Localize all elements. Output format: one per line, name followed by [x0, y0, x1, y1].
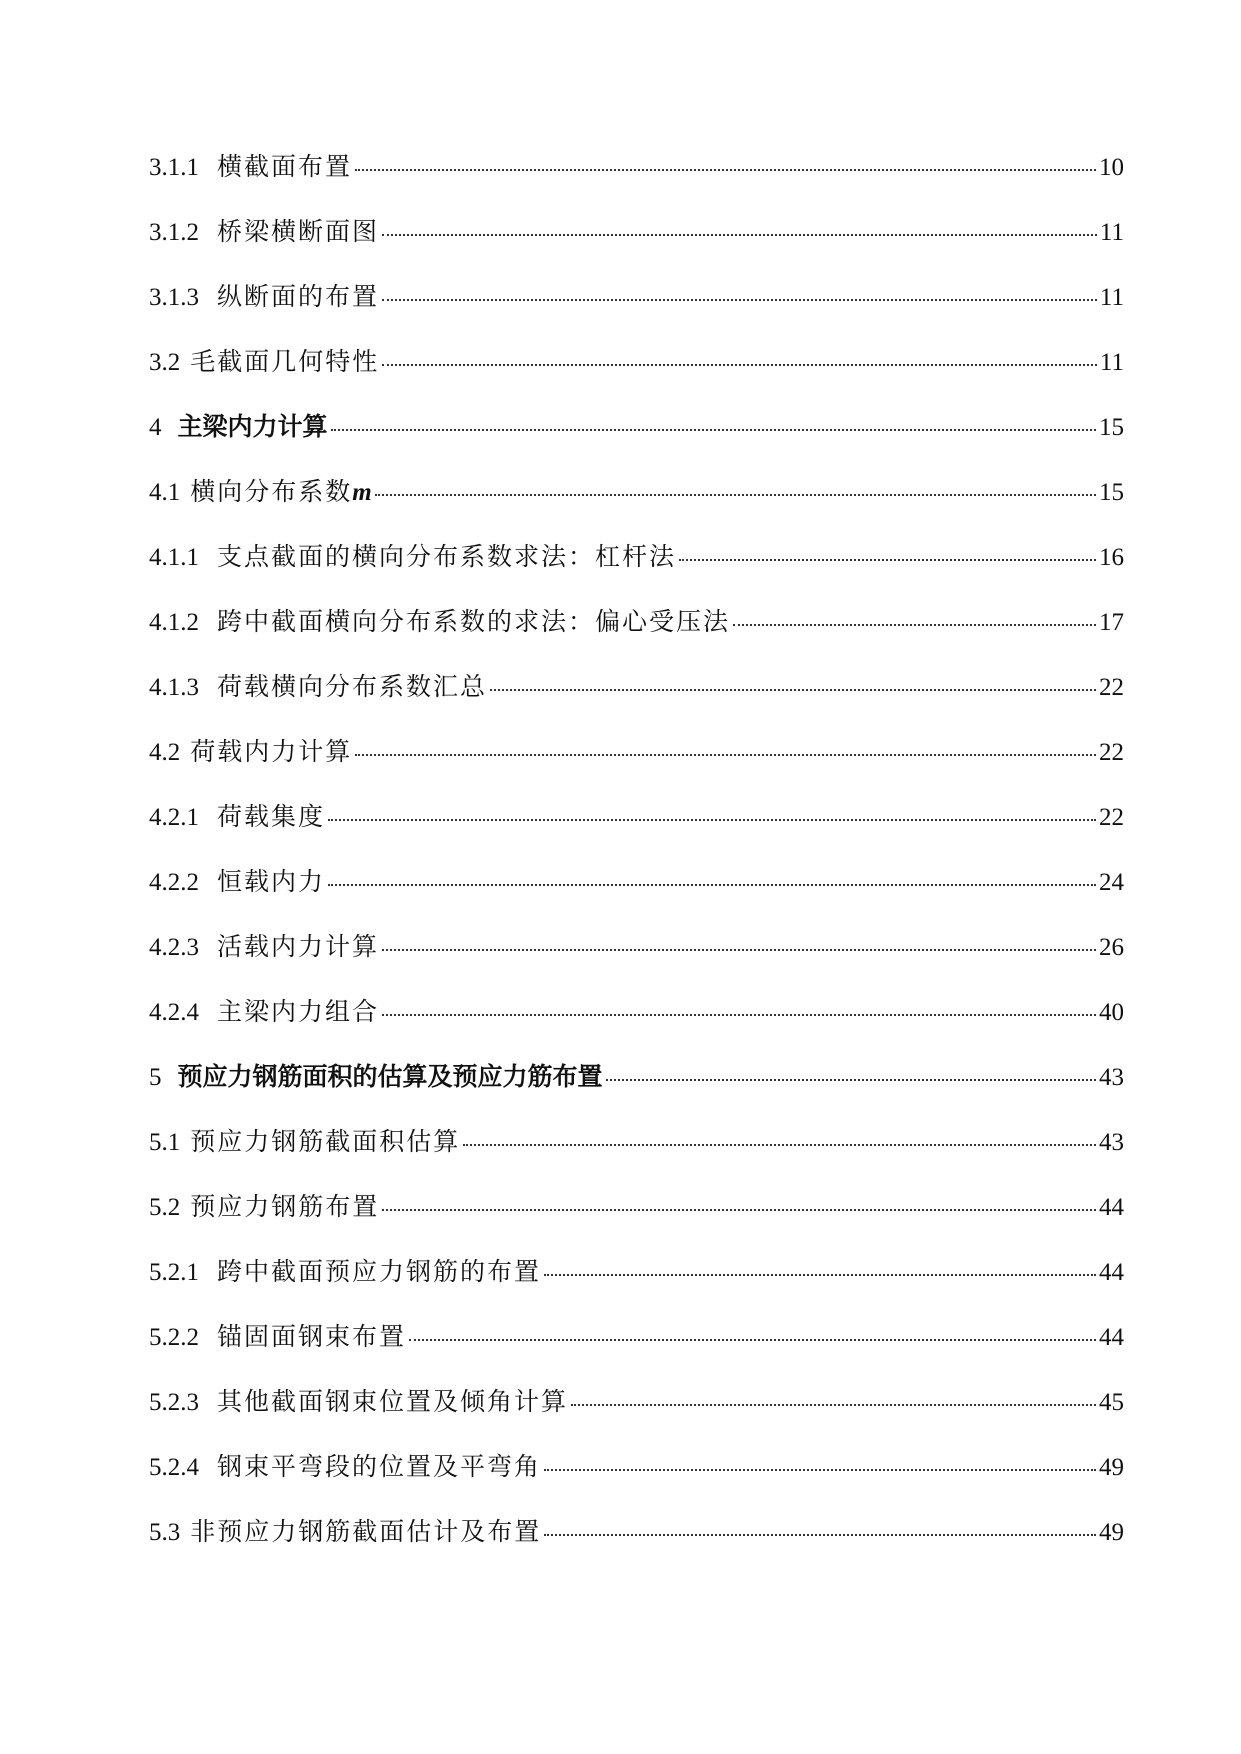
toc-page-number: 11	[1099, 284, 1124, 311]
toc-title: 预应力钢筋布置	[190, 1192, 380, 1221]
toc-page-number: 43	[1099, 1064, 1124, 1091]
toc-entry[interactable]	[149, 542, 1124, 607]
toc-entry[interactable]	[149, 347, 1124, 412]
toc-title: 桥梁横断面图	[217, 217, 380, 246]
toc-title: 锚固面钢束布置	[217, 1322, 407, 1351]
toc-leader-dots	[490, 689, 1096, 691]
toc-title: 跨中截面预应力钢筋的布置	[217, 1257, 542, 1286]
toc-leader-dots	[355, 169, 1096, 171]
toc-entry[interactable]	[149, 1517, 1124, 1582]
toc-title: 毛截面几何特性	[190, 347, 380, 376]
toc-number: 4.2.2	[149, 869, 199, 896]
toc-leader-dots	[463, 1144, 1096, 1146]
toc-entry[interactable]	[149, 282, 1124, 347]
toc-title: 横截面布置	[217, 152, 353, 181]
toc-page-number: 24	[1099, 869, 1124, 896]
toc-number: 5.2.3	[149, 1389, 199, 1416]
toc-leader-dots	[331, 429, 1096, 431]
toc-leader-dots	[571, 1404, 1096, 1406]
toc-entry[interactable]	[149, 217, 1124, 282]
toc-entry[interactable]	[149, 802, 1124, 867]
toc-title: 预应力钢筋截面积估算	[190, 1127, 461, 1156]
toc-page-number: 15	[1099, 414, 1124, 441]
toc-page-number: 49	[1099, 1519, 1124, 1546]
toc-title: 非预应力钢筋截面估计及布置	[190, 1517, 542, 1546]
toc-page-number: 11	[1099, 219, 1124, 246]
toc-page-number: 16	[1099, 544, 1124, 571]
toc-number: 5	[149, 1064, 162, 1091]
toc-leader-dots	[544, 1274, 1096, 1276]
toc-leader-dots	[606, 1079, 1096, 1081]
toc-number: 4.1.3	[149, 674, 199, 701]
toc-chapter-entry[interactable]	[149, 412, 1124, 477]
toc-leader-dots	[382, 1014, 1096, 1016]
toc-entry[interactable]	[149, 1322, 1124, 1387]
toc-number: 3.1.3	[149, 284, 199, 311]
toc-title: 其他截面钢束位置及倾角计算	[217, 1387, 569, 1416]
toc-leader-dots	[382, 949, 1096, 951]
toc-leader-dots	[382, 364, 1097, 366]
toc-title: 荷载横向分布系数汇总	[217, 672, 488, 701]
toc-number: 5.1	[149, 1129, 181, 1156]
toc-page-number: 11	[1099, 349, 1124, 376]
toc-title: 恒载内力	[217, 867, 326, 896]
toc-number: 4.1.1	[149, 544, 199, 571]
toc-page-number: 44	[1099, 1194, 1124, 1221]
toc-leader-dots	[409, 1339, 1096, 1341]
toc-leader-dots	[679, 559, 1096, 561]
toc-number: 4.2	[149, 739, 181, 766]
table-of-contents	[149, 152, 1124, 1582]
toc-number: 4.2.4	[149, 999, 199, 1026]
toc-chapter-entry[interactable]	[149, 1062, 1124, 1127]
toc-number: 3.2	[149, 349, 181, 376]
toc-title: 钢束平弯段的位置及平弯角	[217, 1452, 542, 1481]
toc-page-number: 40	[1099, 999, 1124, 1026]
toc-number: 5.2	[149, 1194, 181, 1221]
toc-leader-dots	[544, 1534, 1096, 1536]
toc-leader-dots	[733, 624, 1096, 626]
toc-title: 荷载内力计算	[190, 737, 353, 766]
toc-entry[interactable]	[149, 1257, 1124, 1322]
toc-title: 主梁内力组合	[217, 997, 380, 1026]
toc-entry[interactable]	[149, 607, 1124, 672]
toc-page-number: 22	[1099, 674, 1124, 701]
toc-page-number: 43	[1099, 1129, 1124, 1156]
toc-title: 活载内力计算	[217, 932, 380, 961]
toc-page-number: 15	[1099, 479, 1124, 506]
toc-leader-dots	[375, 494, 1096, 496]
toc-number: 4.2.3	[149, 934, 199, 961]
toc-page-number: 44	[1099, 1324, 1124, 1351]
toc-entry[interactable]	[149, 477, 1124, 542]
toc-number: 5.2.1	[149, 1259, 199, 1286]
toc-leader-dots	[382, 234, 1097, 236]
toc-leader-dots	[382, 299, 1097, 301]
toc-entry[interactable]	[149, 737, 1124, 802]
toc-number: 4.1.2	[149, 609, 199, 636]
toc-entry[interactable]	[149, 867, 1124, 932]
toc-leader-dots	[328, 884, 1096, 886]
toc-page-number: 45	[1099, 1389, 1124, 1416]
toc-page-number: 17	[1099, 609, 1124, 636]
toc-number: 5.2.2	[149, 1324, 199, 1351]
toc-title: 纵断面的布置	[217, 282, 380, 311]
toc-entry[interactable]	[149, 672, 1124, 737]
toc-entry[interactable]	[149, 997, 1124, 1062]
toc-title-symbol: m	[352, 479, 372, 506]
toc-page-number: 44	[1099, 1259, 1124, 1286]
toc-number: 3.1.2	[149, 219, 199, 246]
toc-leader-dots	[355, 754, 1096, 756]
toc-entry[interactable]	[149, 1127, 1124, 1192]
toc-number: 4.1	[149, 479, 181, 506]
toc-number: 3.1.1	[149, 154, 199, 181]
toc-title: 荷载集度	[217, 802, 326, 831]
toc-page-number: 22	[1099, 739, 1124, 766]
toc-entry[interactable]	[149, 152, 1124, 217]
toc-number: 4.2.1	[149, 804, 199, 831]
toc-number: 4	[149, 414, 162, 441]
toc-page-number: 10	[1099, 154, 1124, 181]
toc-number: 5.2.4	[149, 1454, 199, 1481]
toc-title: 支点截面的横向分布系数求法：杠杆法	[217, 542, 677, 571]
toc-leader-dots	[382, 1209, 1096, 1211]
toc-leader-dots	[328, 819, 1096, 821]
toc-entry[interactable]	[149, 932, 1124, 997]
toc-page-number: 22	[1099, 804, 1124, 831]
toc-title: 预应力钢筋面积的估算及预应力筋布置	[177, 1062, 603, 1091]
toc-leader-dots	[544, 1469, 1096, 1471]
toc-number: 5.3	[149, 1519, 181, 1546]
toc-page-number: 49	[1099, 1454, 1124, 1481]
toc-title: 横向分布系数	[190, 477, 353, 506]
toc-entry[interactable]	[149, 1452, 1124, 1517]
toc-title: 主梁内力计算	[177, 412, 328, 441]
toc-page-number: 26	[1099, 934, 1124, 961]
toc-title: 跨中截面横向分布系数的求法：偏心受压法	[217, 607, 731, 636]
toc-entry[interactable]	[149, 1387, 1124, 1452]
toc-entry[interactable]	[149, 1192, 1124, 1257]
